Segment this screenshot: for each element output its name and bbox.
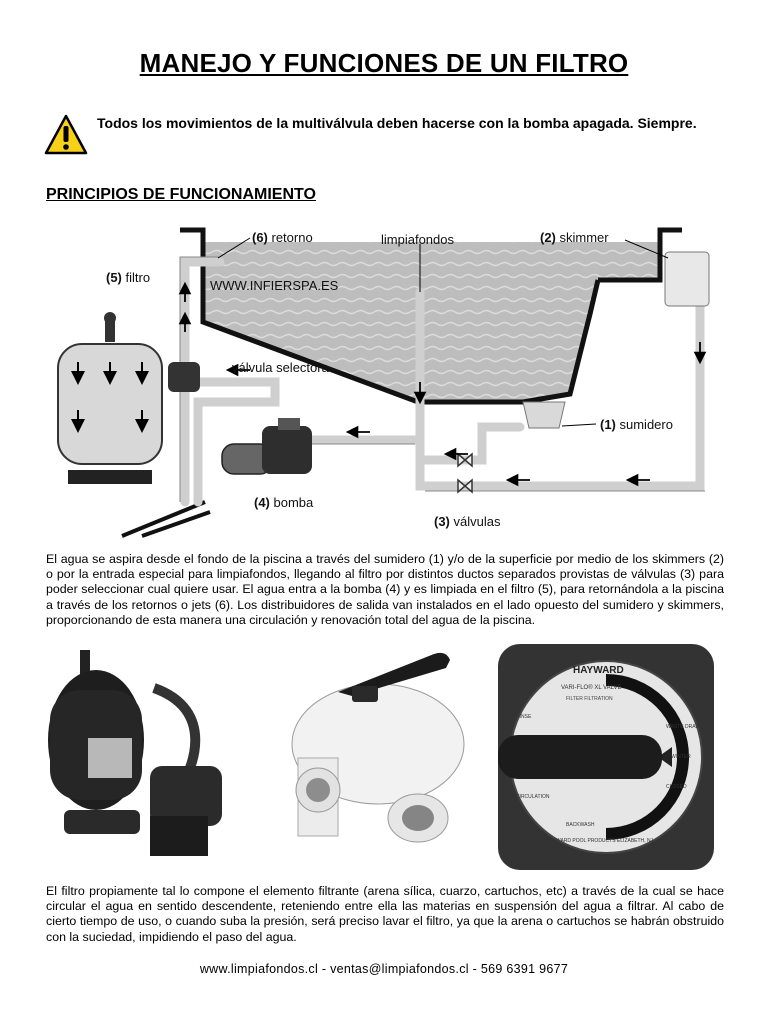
valve-filter: FILTER FILTRATION: [566, 696, 613, 702]
page-title: MANEJO Y FUNCIONES DE UN FILTRO: [139, 48, 629, 78]
label-filtro: filtro: [121, 270, 151, 285]
svg-text:(3) válvulas: [434, 514, 501, 529]
label-sumidero-number: (1): [600, 417, 616, 432]
pump: [222, 418, 312, 474]
valve-circulation: RECIRCULATION: [509, 794, 550, 800]
label-sumidero: sumidero: [615, 417, 673, 432]
paragraph-filter: El filtro propiamente tal lo compone el elemento filtrante (arena sílica, cuarzo, cartuchos, etc) a través de la cual se hace circular el agua en sentido descendente, reteniendo entre ella las materias en suspensión del agua a filtrar. Al cabo de cierto tiempo de uso, o cuando suba la presión, será preciso lavar el filtro, ya que la arena o cartuchos se habrán obstruido con la suciedad, impidiendo el paso del agua.: [46, 884, 724, 944]
sand-filter-photo: [48, 650, 222, 856]
paragraph-circulation: El agua se aspira desde el fondo de la piscina a través del sumidero (1) y/o de la superficie por medio de los skimmers (2) o por la entrada especial para limpiafondos, llegando al filtro por distintos ductos separados provistas de válvulas (3) para poder seleccionar cual quiere usar. El agua entra a la bomba (4) y es limpiada en el filtro (5), para retornándola a la piscina a través de los retornos o jets (6). Los distribuidores de salida van instalados en el lado opuesto del sumidero y skimmers, proporcionando de esta manera una circulación y renovación total del agua de la piscina.: [46, 552, 724, 627]
svg-text:(1) sumidero: [600, 417, 673, 432]
drain: [523, 402, 565, 428]
multivalve-photo: [292, 653, 464, 842]
filter-tank: [58, 312, 162, 484]
equipment-photos: [46, 640, 722, 872]
svg-text:(4) bomba: [254, 495, 314, 510]
svg-text:(5) filtro: [106, 270, 150, 285]
footer-contact: www.limpiafondos.cl - ventas@limpiafondos.cl - 569 6391 9677: [199, 962, 569, 976]
label-skimmer-number: (2): [540, 230, 556, 245]
label-retorno: retorno: [267, 230, 313, 245]
label-valvulas: válvulas: [449, 514, 501, 529]
valve-waste: WASTE DRAIN: [666, 724, 701, 730]
warning-text: Todos los movimientos de la multiválvula deben hacerse con la bomba apagada. Siempre.: [97, 115, 697, 131]
valve-backwash: BACKWASH: [566, 822, 595, 828]
valve-maker: HAYWARD POOL PRODUCTS ELIZABETH, NJ: [546, 838, 654, 844]
section-heading: PRINCIPIOS DE FUNCIONAMIENTO: [46, 186, 316, 203]
label-valvula-selectora: válvula selectora: [232, 360, 329, 375]
svg-text:(2) skimmer: [540, 230, 609, 245]
label-valvulas-number: (3): [434, 514, 450, 529]
pool-circulation-diagram: [50, 222, 730, 540]
valve-model: VARI-FLO® XL VALVE: [561, 685, 622, 691]
watermark: WWW.INFIERSPA.ES: [210, 278, 339, 293]
label-skimmer: skimmer: [555, 230, 609, 245]
valve-winter: WINTER: [671, 754, 691, 760]
selector-valve: [168, 362, 200, 392]
valve-brand: HAYWARD: [573, 665, 624, 676]
valves: [458, 454, 472, 492]
svg-text:(6) retorno: [252, 230, 313, 245]
skimmer: [665, 252, 709, 306]
valve-closed: CLOSED: [666, 784, 687, 790]
label-filtro-number: (5): [106, 270, 122, 285]
label-retorno-number: (6): [252, 230, 268, 245]
warning-icon: [44, 114, 88, 156]
label-bomba-number: (4): [254, 495, 270, 510]
label-limpiafondos: limpiafondos: [381, 232, 454, 247]
label-bomba: bomba: [269, 495, 314, 510]
valve-rinse: RINSE: [516, 714, 532, 720]
